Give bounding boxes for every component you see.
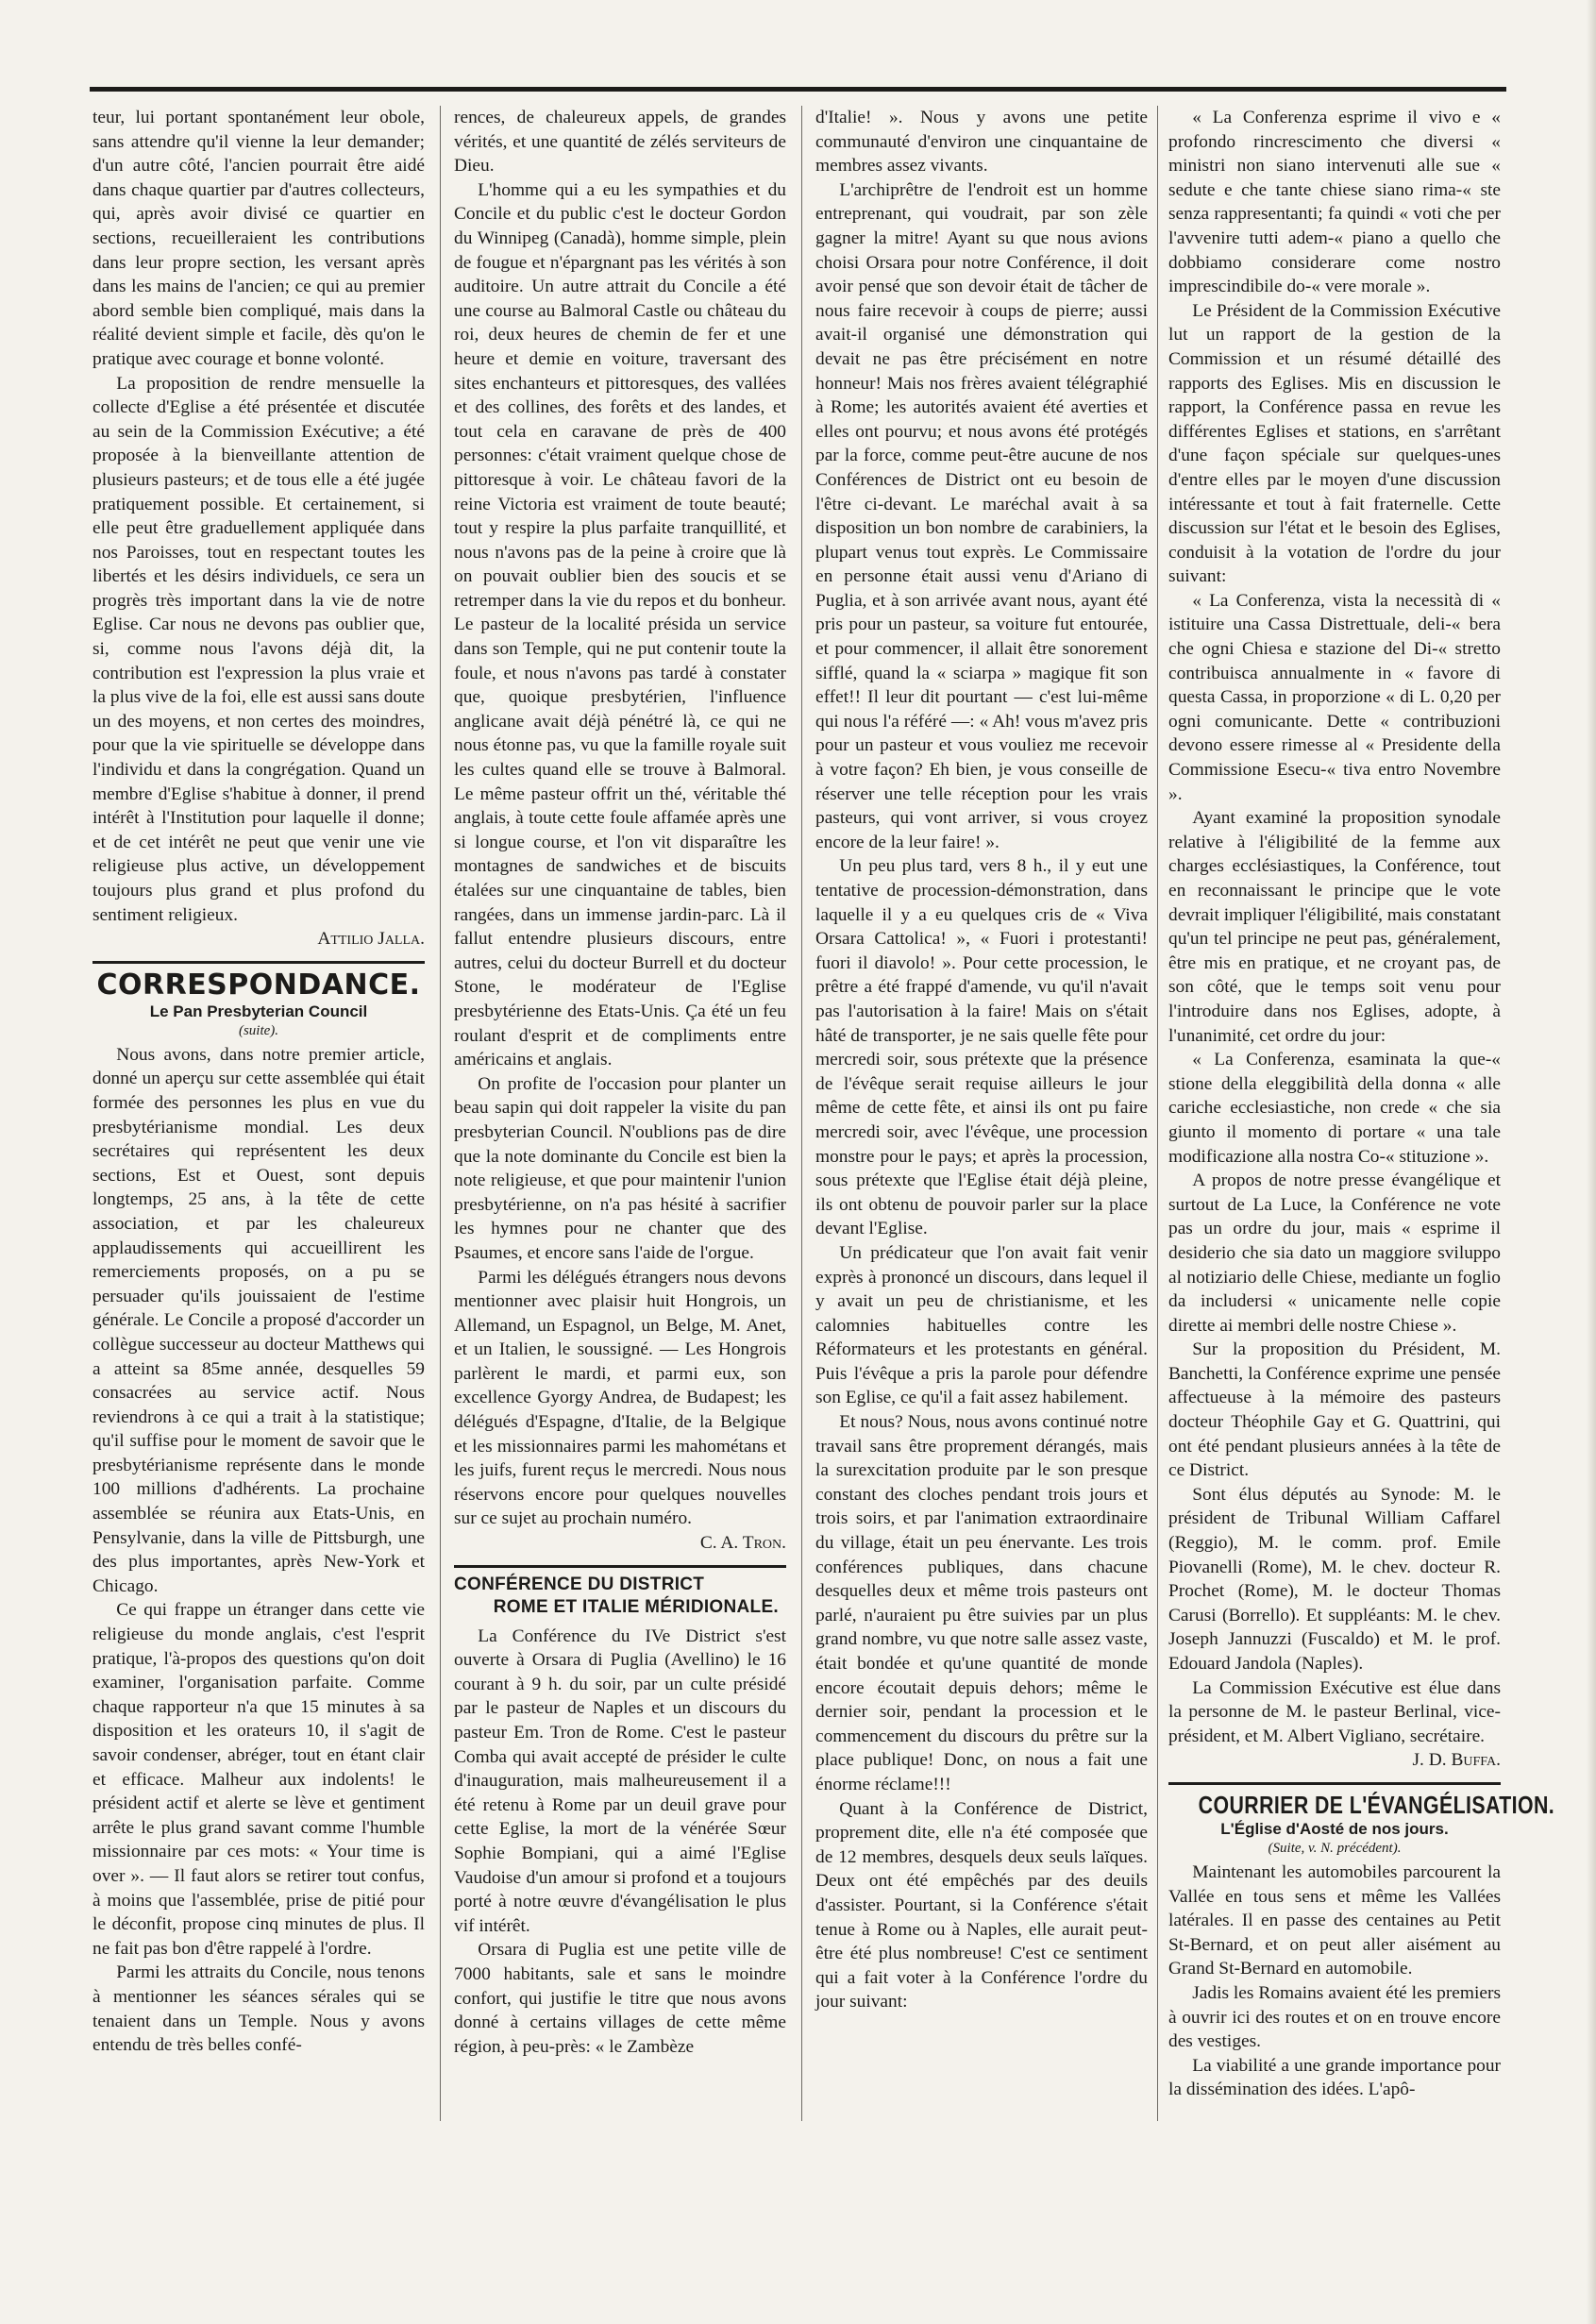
paragraph: Orsara di Puglia est une petite ville de 7000 habitants, sale et sans le moindre confort, qui justifie le titre que nous avons donné à certains villages de cette même région, à peu-près: « le Zambèze xyxy=(454,1940,786,2057)
paragraph: La Commission Exécutive est élue dans la personne de M. le pasteur Berlinal, vice-président, et M. Albert Vigliano, secrétaire. xyxy=(1168,1677,1501,1746)
article-subtitle: Le Pan Presbyterian Council xyxy=(149,1002,368,1020)
section-title-correspondance: CORRESPONDANCE. xyxy=(96,968,421,1002)
paragraph: Nous avons, dans notre premier article, donné un aperçu sur cette assemblée qui était formée des personnes les plus en vue du presbytérianisme mondial. Les deux secrétaires qui représentent les deux sections, Est et Ouest, sont depuis longtemps, 25 ans, à la tête de cette association, et par les chaleureux applaudissements qui accueillirent les remerciements proposés, on a pu se persuader qu'ils jouissaient de l'estime générale. Le Concile a proposé d'accorder un collègue successeur au docteur Matthews qui a atteint sa 85me année, desquelles 59 consacrées au service actif. Nous reviendrons à ce qui a trait à la statistique; qu'il suffise pour le moment de savoir que le presbytérianisme représente dans le monde 100 millions d'adhérents. La prochaine assemblée se réunira aux Etats-Unis, en Pensylvanie, dans la ville de Pittsburgh, une des plus importantes, après New-York et Chicago. xyxy=(92,1044,425,1596)
paragraph: La proposition de rendre mensuelle la collecte d'Eglise a été présentée et discutée au sein de la Commission Exécutive; a été proposée à la bienveillante attention de plusieurs pasteurs; et de tous elle a été jugée pratiquement possible. Et certainement, si elle peut être graduellement appliquée dans nos Paroisses, tout en respectant toutes les libertés et les désirs individuels, ce sera un progrès très important dans la vie de notre Eglise. Car nous ne devons pas oublier que, si, comme nous l'avons déjà dit, la contribution est l'expression la plus vraie et la plus vive de la foi, elle est aussi sans doute un des moyens, et non certes des moindres, pour que la vie spirituelle se développe dans l'individu et dans la congrégation. Quand un membre d'Eglise s'habitue à donner, il prend intérêt à l'Institution pour laquelle il donne; et de cet intérêt ne peut que venir une vie religieuse plus active, un développement toujours plus grand et plus profond du sentiment religieux. xyxy=(92,373,425,925)
paragraph: La viabilité a une grande importance pour la dissémination des idées. L'apô- xyxy=(1168,2055,1501,2100)
author-signature: C. A. Tron. xyxy=(699,1533,786,1554)
conference-title-line-2: ROME ET ITALIE MÉRIDIONALE. xyxy=(493,1596,779,1617)
column-divider xyxy=(1157,106,1158,2121)
header-rule xyxy=(90,87,1506,92)
paragraph: teur, lui portant spontanément leur obole, sans attendre qu'il vienne la leur demander; d'un autre côté, l'ancien pourrait être aidé dans chaque quartier par d'autres collecteurs, qui, après avoir divisé ce quartier en sections, recueilleraient les contributions dans leur propre section, les versant après dans les mains de l'ancien; ce qui au premier abord semble bien compliqué, mais dans la réalité devient simple et facile, dès qu'on le pratique avec courage et bonne volonté. xyxy=(92,108,425,369)
section-divider xyxy=(92,961,425,964)
column-divider xyxy=(801,106,802,2121)
author-signature: J. D. Buffa. xyxy=(1412,1750,1501,1771)
column-1 xyxy=(92,106,425,2121)
page-edge-shadow xyxy=(1587,0,1596,2324)
paragraph: On profite de l'occasion pour planter un beau sapin qui doit rappeler la visite du pan presbyterian Council. N'oublions pas de dire que la note dominante du Concile est bien la note religieuse, et que pour maintenir l'union presbytérienne, on n'a pas hésité à sacrifier les hymnes pour ne chanter que des Psaumes, et encore sans l'aide de l'orgue. xyxy=(454,1073,786,1263)
paragraph: Un prédicateur que l'on avait fait venir exprès à prononcé un discours, dans lequel il y avait un peu de christianisme, et les calomnies habituelles contre les Réformateurs et les protestants en général. Puis l'évêque a pris la parole pour défendre son Eglise, ce qu'il a fait assez habilement. xyxy=(815,1242,1148,1408)
paragraph: Jadis les Romains avaient été les premiers à ouvrir ici des routes et on en trouve encore des vestiges. xyxy=(1168,1982,1501,2052)
column-2 xyxy=(454,106,786,2121)
article-subtitle: L'Église d'Aosté de nos jours. xyxy=(1220,1819,1449,1838)
paragraph: Ayant examiné la proposition synodale relative à l'éligibilité de la femme aux charges ecclésiastiques, la Conférence, tout en reconnaissant le principe que le vote devrait impliquer l'éligibilité, mais constatant qu'un tel principe ne peut pas, généralement, être mis en pratique, et ne croyant pas, de son côté, que le temps soit venu pour l'introduire dans nos Eglises, adopte, à l'unanimité, cet ordre du jour: xyxy=(1168,808,1501,1046)
section-title-conference xyxy=(454,1574,786,1619)
paragraph: d'Italie! ». Nous y avons une petite communauté d'environ une cinquantaine de membres assez vivants. xyxy=(815,108,1148,177)
paragraph: Parmi les attraits du Concile, nous tenons à mentionner les séances sérales qui se tenaient dans un Temple. Nous y avons entendu de très belles confé- xyxy=(92,1962,425,2056)
paragraph: rences, de chaleureux appels, de grandes vérités, et une quantité de zélés serviteurs de Dieu. xyxy=(454,108,786,177)
paragraph: A propos de notre presse évangélique et surtout de La Luce, la Conférence ne vote pas un ordre du jour, mais « esprime il desiderio che sia dato un maggiore sviluppo al notiziario delle Chiese, mediante un foglio da includersi « unicamente nelle copie dirette ai membri delle nostre Chiese ». xyxy=(1168,1170,1501,1336)
paragraph: Sur la proposition du Président, M. Banchetti, la Conférence exprime une pensée affectueuse à la mémoire des pasteurs docteur Théophile Gay et G. Quattrini, qui ont été pendant plusieurs années à la tête de ce District. xyxy=(1168,1339,1501,1481)
paragraph: L'archiprêtre de l'endroit est un homme entreprenant, qui voudrait, par son zèle gagner la mitre! Ayant su que nous avions choisi Orsara pour notre Conférence, il doit avoir pensé que son devoir était de tâcher de nous faire recevoir à coups de pierre; aussi avait-il organisé une démonstration qui devait ne pas être précisément en notre honneur! Mais nos frères avaient télégraphié à Rome; les autorités avaient été averties et elles ont pourvu; et nous avons été protégés par la force, comme peut-être aucune de nos Conférences de District ont eu besoin de l'être ci-devant. Le maréchal avait à sa disposition un bon nombre de carabiniers, la plupart venus tout exprès. Le Commissaire en personne était aussi venu d'Ariano di Puglia, et à son arrivée avant nous, ayant été pris pour un pasteur, sa voiture fut entourée, et pour commencer, il allait être sonorement sifflé, quand la « sciarpa » magique fit son effet!! Il leur dit pourtant — c'est lui-même qui nous l'a référé —: « Ah! vous m'avez pris pour un pasteur et vous vouliez me recevoir à votre façon? Eh bien, je vous conseille de réserver une telle réception pour les vrais pasteurs, qui vont arriver, si vous croyez encore de la leur faire! ». xyxy=(815,179,1148,852)
section-title-courrier: COURRIER DE L'ÉVANGÉLISATION. xyxy=(1198,1790,1555,1819)
paragraph: « La Conferenza, vista la necessità di « istituire una Cassa Distrettuale, deli-« bera che ogni Chiesa e stazione del Di-« stretto contribuisca annualmente in « favore di questa Cassa, in proporzione « di L. 0,20 per ogni comunicante. Dette « contribuzioni devono essere rimesse al « Presidente della Commissione Esecu-« tiva entro Novembre ». xyxy=(1168,590,1501,804)
article-note: (suite). xyxy=(238,1022,279,1038)
paragraph: Sont élus députés au Synode: M. le président de Tribunal William Caffarel (Reggio), M. le comm. prof. Emile Piovanelli (Rome), M. le chev. docteur R. Prochet (Rome), M. le docteur Thomas Carusi (Borrello). Et suppléants: M. le chev. Joseph Jannuzzi (Fuscaldo) et M. le prof. Edouard Jandola (Naples). xyxy=(1168,1484,1501,1674)
column-divider xyxy=(440,106,441,2121)
paragraph: Maintenant les automobiles parcourent la Vallée en tous sens et même les Vallées latérales. Il en passe des centaines au Petit St-Bernard, et on peut aller aisément au Grand St-Bernard en automobile. xyxy=(1168,1861,1501,1979)
column-3 xyxy=(815,106,1148,2121)
paragraph: Et nous? Nous, nous avons continué notre travail sans être proprement dérangés, mais la surexcitation produite par le son presque constant des cloches pendant trois jours et trois soirs, et par l'animation extraordinaire du village, était un peu énervante. Les trois conférences publiques, dans chacune desquelles deux et même trois pasteurs ont parlé, n'auraient pu être suivies par un plus grand nombre, vu que notre salle assez vaste, était bondée et qu'une quantité de monde encore écoutait depuis dehors; même le dernier soir, pendant la procession et le commencement du discours du prêtre sur la place publique! Donc, on nous a fait une énorme réclame!!! xyxy=(815,1412,1148,1794)
paragraph: Le Président de la Commission Exécutive lut un rapport de la gestion de la Commission et un résumé détaillé des rapports des Eglises. Mis en discussion le rapport, la Conférence passa en revue les différentes Eglises et stations, en s'arrêtant d'une façon spéciale sur quelques-unes d'entre elles par le moyen d'une discussion intéressante et tout à fait fraternelle. Cette discussion sur l'état et le besoin des Eglises, conduisit à la votation de l'ordre du jour suivant: xyxy=(1168,300,1501,587)
paragraph: « La Conferenza esprime il vivo e « profondo rincrescimento che diversi « ministri non siano intervenuti alle sue « sedute e che tante chiese siano rima-« ste senza rappresentanti; fa quindi « voti che per l'avvenire tutti adem-« piano a quello che dobbiamo considerare come nostro imprescindibile do-« vere morale ». xyxy=(1168,108,1501,297)
column-4 xyxy=(1168,106,1555,2121)
article-columns xyxy=(92,106,1555,2121)
section-divider xyxy=(1168,1782,1501,1785)
conference-title-line-1: CONFÉRENCE DU DISTRICT xyxy=(454,1574,705,1594)
paragraph: Ce qui frappe un étranger dans cette vie religieuse du monde anglais, c'est l'esprit pratique, l'à-propos des questions qu'on doit examiner, l'organisation parfaite. Comme chaque rapporteur n'a que 15 minutes à sa disposition et les orateurs 10, il s'agit de savoir condenser, abréger, tout en étant clair et efficace. Malheur aux indolents! le président actif et alerte se lève et gentiment arrête le plus grand savant comme l'humble missionnaire par ces mots: « Your time is over ». — Il faut alors se retirer tout confus, à moins que l'assemblée, prise de pitié pour le déconfit, propose cinq minutes de plus. Il ne fait pas bon d'être rappelé à l'ordre. xyxy=(92,1600,425,1959)
paragraph: La Conférence du IVe District s'est ouverte à Orsara di Puglia (Avellino) le 16 courant à 9 h. du soir, par un culte présidé par le pasteur de Naples et un discours du pasteur Em. Tron de Rome. C'est le pasteur Comba qui avait accepté de présider le culte d'inauguration, mais malheureusement il a été retenu à Rome par un deuil grave pour cette Eglise, la mort de la vénérée Sœur Sophie Bompiani, qui a aimé l'Eglise Vaudoise d'un amour si profond et a toujours porté à notre œuvre d'évangélisation le plus vif intérêt. xyxy=(454,1625,786,1936)
paragraph: Quant à la Conférence de District, proprement dite, elle n'a été composée que de 12 membres, desquels deux seuls laïques. Deux ont été empêchés par des deuils d'assister. Pourtant, si la Conférence s'était tenue à Rome ou à Naples, elle aurait peut-être été plus nombreuse! C'est ce sentiment qui a fait voter à la Conférence l'ordre du jour suivant: xyxy=(815,1798,1148,2012)
article-note: (Suite, v. N. précédent). xyxy=(1268,1840,1402,1856)
paragraph: Parmi les délégués étrangers nous devons mentionner avec plaisir huit Hongrois, un Allemand, un Espagnol, un Belge, M. Anet, et un Italien, le soussigné. — Les Hongrois parlèrent le mardi, et parmi eux, son excellence Gyorgy Andrea, de Budapest; les délégués d'Espagne, d'Italie, de la Belgique et les missionnaires parmi les mahométans et les juifs, furent reçus le mercredi. Nous nous réservons encore pour quelques nouvelles sur ce sujet au prochain numéro. xyxy=(454,1267,786,1529)
paragraph: « La Conferenza, esaminata la que-« stione della eleggibilità della donna « alle cariche ecclesiastiche, non crede « che sia giunto il momento di portare « una tale modificazione alla nostra Co-« stituzione ». xyxy=(1168,1050,1501,1167)
section-divider xyxy=(454,1565,786,1568)
paragraph: L'homme qui a eu les sympathies et du Concile et du public c'est le docteur Gordon du Winnipeg (Canadà), homme simple, plein de fougue et n'épargnant pas les vérités à son auditoire. Un autre attrait du Concile a été une course au Balmoral Castle ou château du roi, deux heures de chemin de fer et une heure et demie en voiture, traversant des sites enchanteurs et pittoresques, des vallées et des collines, des forêts et des landes, et tout cela en caravane de près de 400 personnes: c'était vraiment quelque chose de pittoresque à voir. Le château favori de la reine Victoria est vraiment de toute beauté; tout y respire la plus parfaite tranquillité, et nous n'avons pas de la peine à croire que là on pouvait oublier bien des soucis et se retremper dans la vie du repos et du bonheur. Le pasteur de la localité présida un service dans son Temple, qui ne put contenir toute la foule, et nous n'avons pas tardé à constater que, quoique presbytérien, l'influence anglicane avait déjà pénétré là, ce qui ne nous étonne pas, vu que la famille royale suit les cultes quand elle se trouve à Balmoral. Le même pasteur offrit un thé, véritable thé anglais, à toute cette foule affamée après une si longue course, et l'on vit disparaître les montagnes de sandwiches et de biscuits étalées sur une cinquantaine de tables, bien rangées, dans un immense jardin-parc. Là il fallut entendre plusieurs discours, entre autres, celui du docteur Burrell et du docteur Stone, le modérateur de l'Eglise presbytérienne des Etats-Unis. Ça été un feu roulant d'esprit et de compliments entre américains et anglais. xyxy=(454,179,786,1070)
author-signature: Attilio Jalla. xyxy=(317,929,425,950)
paragraph: Un peu plus tard, vers 8 h., il y eut une tentative de procession-démonstration, dans laquelle il y a eu quelques cris de « Viva Orsara Cattolica! », « Fuori i protestanti! fuori il diavolo! ». Pour cette procession, le prêtre a été frappé d'amende, vu qu'il n'avait pas l'autorisation à la faire! Mais on s'était hâté de transporter, je ne sais quelle fête pour mercredi soir, sous prétexte que la présence de l'évêque serait requise ailleurs le jour même de cette fête, et ainsi ils ont pu faire mercredi soir, avec l'évêque, une procession monstre pour le pays; et après la procession, sous prétexte que l'Eglise était déjà pleine, ils ont obtenu de pouvoir parler sur la place devant l'Eglise. xyxy=(815,856,1148,1239)
